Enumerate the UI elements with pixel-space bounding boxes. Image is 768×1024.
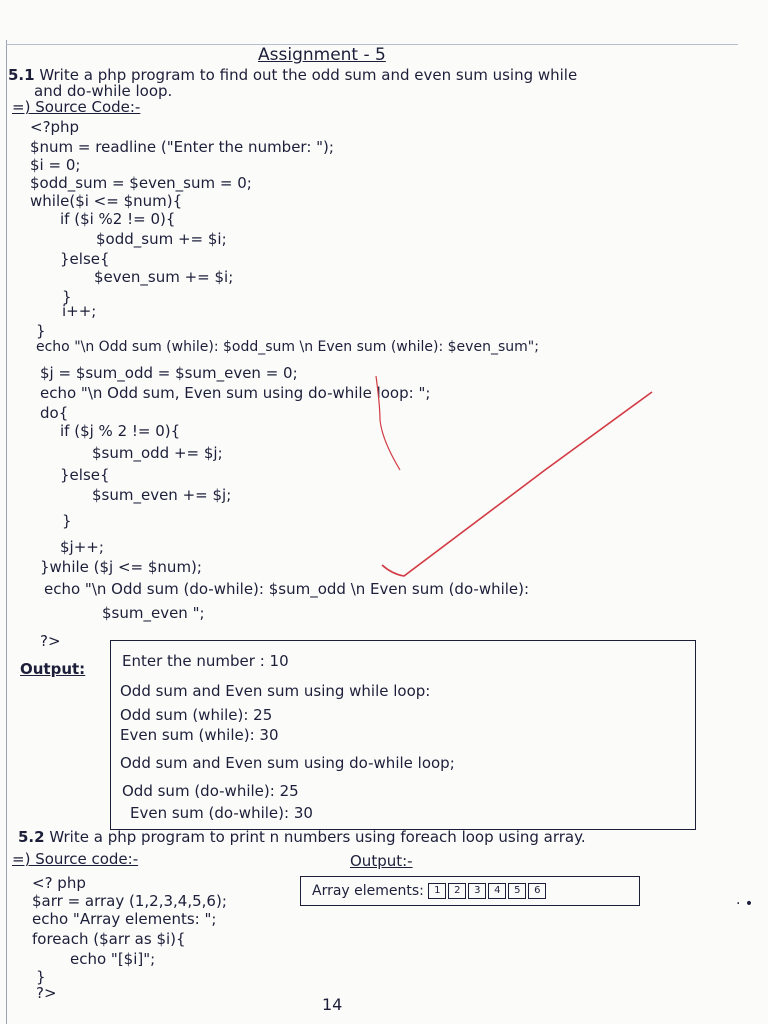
output-line: Even sum (do-while): 30	[130, 804, 313, 822]
margin-line	[6, 40, 7, 1024]
code-line: }else{	[60, 250, 110, 268]
code-line: if ($j % 2 != 0){	[60, 422, 181, 440]
code-line: }	[62, 288, 72, 306]
code-line: }else{	[60, 466, 110, 484]
output-label: Output:-	[350, 852, 413, 870]
code-line: }	[36, 322, 46, 340]
output-line: Odd sum (while): 25	[120, 706, 273, 724]
array-element: 6	[528, 883, 546, 899]
array-element: 1	[428, 883, 446, 899]
question-5-2	[18, 828, 586, 846]
code-line: do{	[40, 404, 69, 422]
code-line: while($i <= $num){	[30, 192, 183, 210]
question-text-cont: and do-while loop.	[34, 82, 173, 100]
code-line: echo "Array elements: ";	[32, 910, 217, 928]
output-line: Enter the number : 10	[122, 652, 289, 670]
code-line: $num = readline ("Enter the number: ");	[30, 138, 334, 156]
code-line: $j = $sum_odd = $sum_even = 0;	[40, 364, 298, 382]
code-line: $odd_sum += $i;	[96, 230, 227, 248]
question-number: 5.1	[8, 66, 35, 84]
question-text: Write a php program to print n numbers using foreach loop using array.	[49, 828, 586, 846]
array-element: 4	[488, 883, 506, 899]
array-output-label: Array elements:	[312, 883, 424, 899]
code-line: echo "\n Odd sum, Even sum using do-while loop: ";	[40, 384, 431, 402]
array-output	[312, 882, 548, 900]
question-text: Write a php program to find out the odd sum and even sum using while	[39, 66, 578, 84]
ink-dots: · •	[736, 896, 754, 912]
page-title: Assignment - 5	[258, 45, 386, 65]
code-line: $arr = array (1,2,3,4,5,6);	[32, 892, 227, 910]
output-label: Output:	[20, 660, 86, 678]
code-line: echo "\n Odd sum (while): $odd_sum \n Even sum (while): $even_sum";	[36, 339, 539, 355]
code-line: }while ($j <= $num);	[40, 558, 202, 576]
code-line: ?>	[36, 984, 57, 1002]
code-line: $i = 0;	[30, 156, 81, 174]
source-code-label: =) Source Code:-	[12, 98, 141, 116]
code-line: }	[62, 512, 72, 530]
question-number: 5.2	[18, 828, 45, 846]
array-element: 3	[468, 883, 486, 899]
code-line: $odd_sum = $even_sum = 0;	[30, 174, 252, 192]
array-element: 2	[448, 883, 466, 899]
array-element: 5	[508, 883, 526, 899]
code-line: $j++;	[60, 538, 104, 556]
code-line: $sum_even ";	[102, 604, 205, 622]
output-line: Odd sum and Even sum using while loop:	[120, 682, 431, 700]
output-line: Even sum (while): 30	[120, 726, 279, 744]
code-line: ?>	[40, 632, 61, 650]
code-line: foreach ($arr as $i){	[32, 930, 186, 948]
code-line: $sum_odd += $j;	[92, 444, 223, 462]
code-line: $sum_even += $j;	[92, 486, 232, 504]
page-number: 14	[322, 995, 343, 1014]
output-line: Odd sum and Even sum using do-while loop;	[120, 754, 455, 772]
source-code-label: =) Source code:-	[12, 850, 139, 868]
code-line: echo "[$i]";	[70, 950, 156, 968]
code-line: if ($i %2 != 0){	[60, 210, 176, 228]
code-line: }	[36, 968, 46, 986]
code-line: <? php	[32, 874, 86, 892]
code-line: <?php	[30, 118, 80, 136]
code-line: i++;	[62, 302, 97, 320]
code-line: $even_sum += $i;	[94, 268, 234, 286]
code-line: echo "\n Odd sum (do-while): $sum_odd \n Even sum (do-while):	[44, 580, 530, 598]
output-line: Odd sum (do-while): 25	[122, 782, 299, 800]
